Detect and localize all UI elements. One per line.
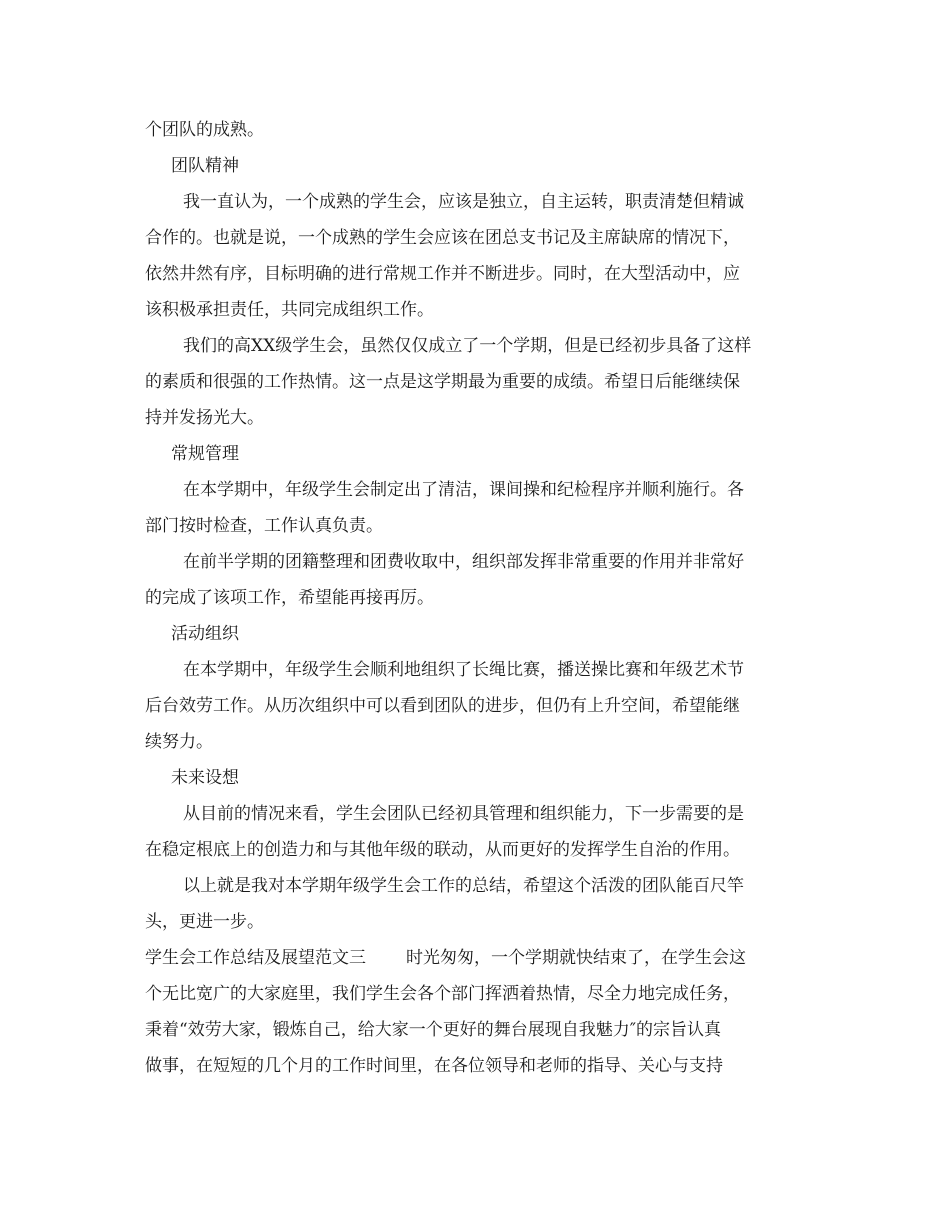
paragraph-start: 从目前的情况来看，学生会团队已经初具管理和组织能力，下一步需要的是 xyxy=(183,804,744,824)
section-heading: 未来设想 xyxy=(171,768,239,788)
text-line: 个无比宽广的大家庭里，我们学生会各个部门挥洒着热情，尽全力地完成任务， xyxy=(145,984,740,1004)
paragraph-start: 在前半学期的团籍整理和团费收取中，组织部发挥非常重要的作用并非常好 xyxy=(183,552,744,572)
paragraph-start: 在本学期中，年级学生会顺利地组织了长绳比赛，播送操比赛和年级艺术节 xyxy=(183,660,744,680)
paragraph-start: 以上就是我对本学期年级学生会工作的总结，希望这个活泼的团队能百尺竿 xyxy=(183,876,744,896)
text-line: 秉着“效劳大家，锻炼自己，给大家一个更好的舞台展现自我魅力″的宗旨认真 xyxy=(145,1020,722,1040)
text-line: 做事，在短短的几个月的工作时间里，在各位领导和老师的指导、关心与支持 xyxy=(145,1056,723,1076)
paragraph-start: 我们的高XX级学生会，虽然仅仅成立了一个学期，但是已经初步具备了这样 xyxy=(183,336,752,356)
text-line: 的素质和很强的工作热情。这一点是这学期最为重要的成绩。希望日后能继续保 xyxy=(145,372,740,392)
text-line: 在稳定根底上的创造力和与其他年级的联动，从而更好的发挥学生自治的作用。 xyxy=(145,840,740,860)
text-line: 持并发扬光大。 xyxy=(145,408,264,428)
text-line: 头，更进一步。 xyxy=(145,912,264,932)
text-line: 续努力。 xyxy=(145,732,213,752)
section-title-line xyxy=(145,940,805,976)
section-heading: 活动组织 xyxy=(171,624,239,644)
section-first-line: 时光匆匆，一个学期就快结束了，在学生会这 xyxy=(406,948,746,968)
section-heading: 团队精神 xyxy=(171,156,239,176)
text-line: 个团队的成熟。 xyxy=(145,120,264,140)
paragraph-start: 在本学期中，年级学生会制定出了清洁，课间操和纪检程序并顺利施行。各 xyxy=(183,480,744,500)
text-line: 合作的。也就是说，一个成熟的学生会应该在团总支书记及主席缺席的情况下， xyxy=(145,228,740,248)
text-line: 的完成了该项工作，希望能再接再厉。 xyxy=(145,588,434,608)
text-line: 部门按时检查，工作认真负责。 xyxy=(145,516,383,536)
text-line: 依然井然有序，目标明确的进行常规工作并不断进步。同时，在大型活动中，应 xyxy=(145,264,740,284)
paragraph-start: 我一直认为，一个成熟的学生会，应该是独立，自主运转，职责清楚但精诚 xyxy=(183,192,744,212)
section-heading: 常规管理 xyxy=(171,444,239,464)
section-title: 学生会工作总结及展望范文三 xyxy=(145,948,366,968)
text-line: 后台效劳工作。从历次组织中可以看到团队的进步，但仍有上升空间，希望能继 xyxy=(145,696,740,716)
document-page xyxy=(145,112,805,1084)
text-line: 该积极承担责任，共同完成组织工作。 xyxy=(145,300,434,320)
